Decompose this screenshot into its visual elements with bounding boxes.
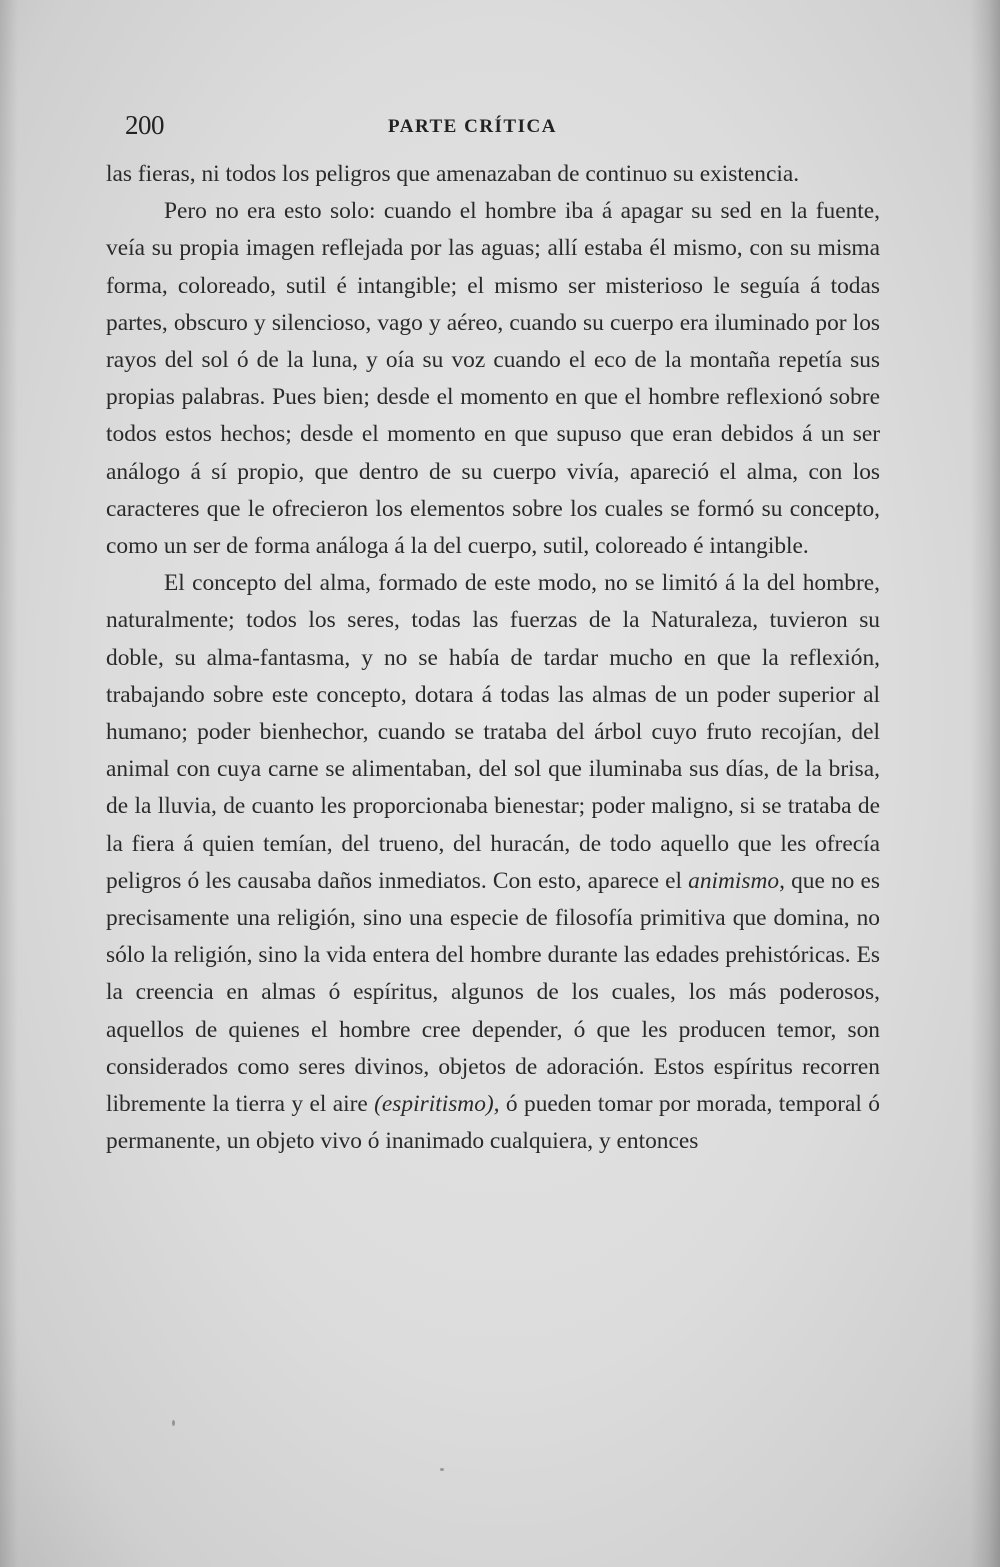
paragraph-text: que no es precisamente una religión, sino una especie de filosofía primitiva que domina, no sólo la religión, sino la vida entera del hombre durante las edades prehistóricas. Es la creencia en almas ó espíritus, algunos de los cuales, los más poderosos, aquellos de quienes el hombre cree depender, ó que les producen temor, son considerados como seres divinos, objetos de adoración. Estos espíritus recorren libremente la tierra y el aire [106, 867, 880, 1118]
italic-term: (espiritismo), [374, 1091, 500, 1118]
paragraph-text: ó pueden tomar por morada, temporal ó permanente, un objeto vivo ó inanimado cualquiera, y entonces [106, 1091, 880, 1155]
paragraph [106, 193, 880, 565]
running-head [125, 110, 880, 146]
section-title: PARTE CRÍTICA [388, 116, 557, 137]
body-text [106, 156, 880, 1160]
paragraph-text: El concepto del alma, formado de este modo, no se limitó á la del hombre, naturalmente; todos los seres, todas las fuerzas de la Naturaleza, tuvieron su doble, su alma-fantasma, y no se había de tardar mucho en que la reflexión, trabajando sobre este concepto, dotara á todas las almas de un poder superior al humano; poder bienhechor, cuando se trataba del árbol cuyo fruto recojían, del animal con cuya carne se alimentaban, del sol que iluminaba sus días, de la brisa, de la lluvia, de cuanto les proporcionaba bienestar; poder maligno, si se trataba de la fiera á quien temían, del trueno, del huracán, de todo aquello que les ofrecía peligros ó les causaba daños inmediatos. Con esto, aparece el [106, 570, 880, 894]
print-speck [440, 1468, 444, 1471]
paragraph-text: las fieras, ni todos los peligros que amenazaban de continuo su existencia. [106, 161, 800, 187]
paragraph [106, 156, 880, 193]
page-right-shadow [970, 0, 1000, 1567]
paragraph-text: Pero no era esto solo: cuando el hombre iba á apagar su sed en la fuente, veía su propia imagen reflejada por las aguas; allí estaba él mismo, con su misma forma, coloreado, sutil é intangible; el mismo ser misterioso le seguía á todas partes, obscuro y silencioso, vago y aéreo, cuando su cuerpo era iluminado por los rayos del sol ó de la luna, y oía su voz cuando el eco de la montaña repetía sus propias palabras. Pues bien; desde el momento en que el hombre reflexionó sobre todos estos hechos; desde el momento en que supuso que eran debidos á un ser análogo á sí propio, que dentro de su cuerpo vivía, apareció el alma, con los caracteres que le ofrecieron los elementos sobre los cuales se formó su concepto, como un ser de forma análoga á la del cuerpo, sutil, coloreado é intangible. [106, 198, 880, 560]
page-left-shadow [0, 0, 18, 1567]
italic-term: animismo, [688, 867, 785, 894]
page-number: 200 [125, 110, 164, 140]
print-speck [172, 1420, 175, 1426]
paragraph [106, 565, 880, 1160]
